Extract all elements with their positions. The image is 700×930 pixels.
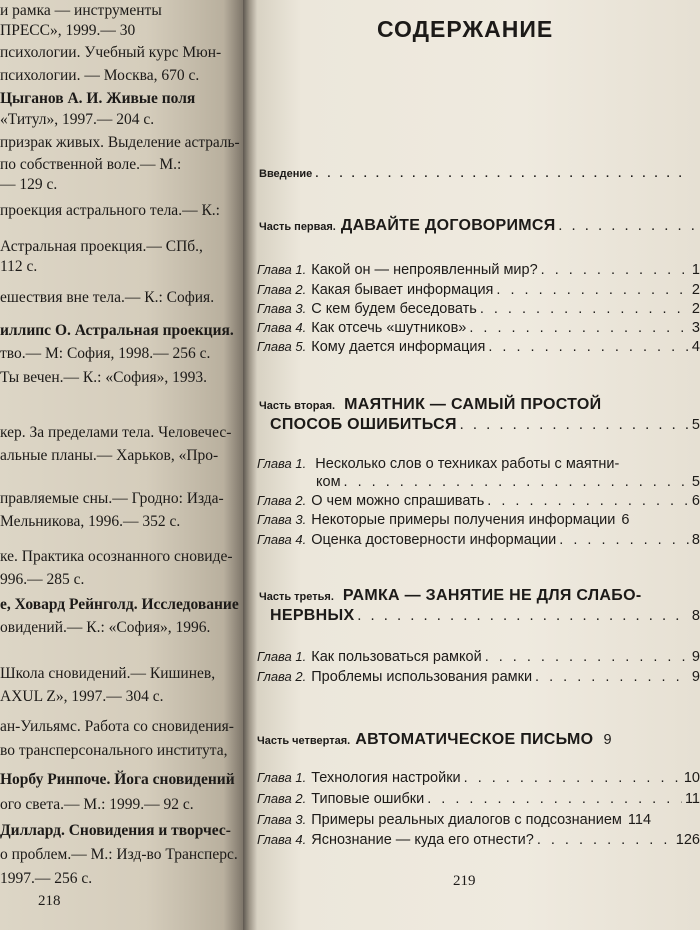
chapter-page: 126 <box>675 832 700 848</box>
bibliography-line: кер. За пределами тела. Человечес- <box>0 424 232 441</box>
part-page: 9 <box>603 732 612 748</box>
dot-leader <box>559 532 689 548</box>
toc-chapter-entry <box>257 812 700 828</box>
page-title: СОДЕРЖАНИЕ <box>377 16 554 42</box>
chapter-page: 9 <box>691 669 700 685</box>
chapter-title: Типовые ошибки <box>311 791 425 807</box>
right-page <box>257 0 700 930</box>
intro-label: Введение <box>259 168 313 180</box>
bibliography-line: о проблем.— М.: Изд-во Трансперс. <box>0 846 238 863</box>
dot-leader <box>537 832 673 848</box>
chapter-label: Глава 2. <box>257 493 307 508</box>
bibliography-line: Ты вечен.— К.: «София», 1993. <box>0 369 208 386</box>
chapter-title: Какая бывает информация <box>311 282 494 298</box>
chapter-label: Глава 4. <box>257 320 307 335</box>
chapter-label: Глава 5. <box>257 339 307 354</box>
chapter-title: Несколько слов о техниках работы с маятни- <box>315 456 620 472</box>
toc-chapter-entry <box>257 512 700 528</box>
dot-leader <box>485 649 689 665</box>
dot-leader <box>559 218 696 235</box>
chapter-title: Примеры реальных диалогов с подсознанием <box>311 812 622 828</box>
bibliography-line: по собственной воле.— М.: <box>0 156 182 173</box>
dot-leader <box>496 282 689 298</box>
dot-leader <box>464 770 681 786</box>
bibliography-line: Астральная проекция.— СПб., <box>0 238 203 255</box>
dot-leader <box>469 320 689 336</box>
chapter-title: Технология настройки <box>311 770 461 786</box>
bibliography-line: призрак живых. Выделение астраль- <box>0 134 240 151</box>
part-page: 8 <box>691 608 700 624</box>
toc-part-heading-continued <box>270 607 700 625</box>
part-title: МАЯТНИК — САМЫЙ ПРОСТОЙ <box>344 396 602 413</box>
dot-leader <box>357 608 688 625</box>
chapter-page: 1 <box>691 262 700 278</box>
part-title: АВТОМАТИЧЕСКОЕ ПИСЬМО <box>355 731 594 748</box>
chapter-label: Глава 1. <box>257 456 307 471</box>
chapter-title: О чем можно спрашивать <box>311 493 485 509</box>
chapter-label: Глава 2. <box>257 669 307 684</box>
part-page: 5 <box>691 417 700 433</box>
chapter-label: Глава 3. <box>257 512 307 527</box>
part-prefix: Часть третья. <box>259 591 334 603</box>
chapter-label: Глава 2. <box>257 282 307 297</box>
toc-chapter-entry <box>257 493 700 509</box>
bibliography-line: психологии. — Москва, 670 с. <box>0 67 200 84</box>
toc-entry-intro <box>259 168 689 180</box>
chapter-title: Как отсечь «шутников» <box>311 320 467 336</box>
part-prefix: Часть вторая. <box>259 400 336 412</box>
chapter-page: 9 <box>691 649 700 665</box>
dot-leader <box>488 339 689 355</box>
toc-chapter-entry <box>257 649 700 665</box>
part-title-line2: НЕРВНЫХ <box>270 607 355 624</box>
dot-leader <box>487 493 689 509</box>
toc-part-heading <box>257 731 700 749</box>
bibliography-line: Школа сновидений.— Кишинев, <box>0 665 216 682</box>
dot-leader <box>427 791 682 807</box>
toc-part-heading <box>259 217 699 235</box>
bibliography-line: Мельникова, 1996.— 352 с. <box>0 513 181 530</box>
chapter-title-line2: ком <box>316 474 341 490</box>
toc-chapter-entry-continued <box>316 474 700 490</box>
chapter-page: 10 <box>683 770 700 786</box>
toc-part-heading <box>259 396 601 414</box>
page-number: 218 <box>38 893 61 909</box>
chapter-label: Глава 2. <box>257 791 307 806</box>
chapter-title: С кем будем беседовать <box>311 301 477 317</box>
page-number: 219 <box>453 873 476 889</box>
toc-chapter-entry <box>257 791 700 807</box>
bibliography-line: Диллард. Сновидения и творчес- <box>0 822 231 839</box>
chapter-title: Как пользоваться рамкой <box>311 649 482 665</box>
bibliography-line: Цыганов А. И. Живые поля <box>0 90 196 107</box>
dot-leader <box>460 417 689 434</box>
dot-leader <box>541 262 689 278</box>
bibliography-line: — 129 с. <box>0 176 58 193</box>
bibliography-line: овидений.— К.: «София», 1996. <box>0 619 211 636</box>
chapter-page: 2 <box>691 282 700 298</box>
toc-chapter-entry <box>257 320 700 336</box>
bibliography-line: психологии. Учебный курс Мюн- <box>0 44 222 61</box>
toc-chapter-entry <box>257 339 700 355</box>
bibliography-line: Норбу Ринпоче. Йога сновидений <box>0 771 235 788</box>
part-prefix: Часть четвертая. <box>257 735 351 747</box>
bibliography-line: ке. Практика осознанного сновиде- <box>0 548 233 565</box>
bibliography-line: ого света.— М.: 1999.— 92 с. <box>0 796 194 813</box>
bibliography-line: ан-Уильямс. Работа со сновидения- <box>0 718 234 735</box>
chapter-label: Глава 1. <box>257 262 307 277</box>
book-gutter <box>243 0 257 930</box>
bibliography-line: 112 с. <box>0 258 38 275</box>
bibliography-line: е, Ховард Рейнголд. Исследование <box>0 596 239 613</box>
bibliography-line: альные планы.— Харьков, «Про- <box>0 447 219 464</box>
chapter-page: 11 <box>684 791 700 807</box>
bibliography-line: 996.— 285 с. <box>0 571 85 588</box>
part-title: ДАВАЙТЕ ДОГОВОРИМСЯ <box>340 217 556 234</box>
bibliography-line: ПРЕСС», 1999.— 30 <box>0 22 136 39</box>
chapter-label: Глава 3. <box>257 301 307 316</box>
part-title: РАМКА — ЗАНЯТИЕ НЕ ДЛЯ СЛАБО- <box>342 587 642 604</box>
toc-part-heading-continued <box>270 416 700 434</box>
chapter-title: Какой он — непроявленный мир? <box>311 262 538 278</box>
bibliography-line: проекция астрального тела.— К.: <box>0 202 220 219</box>
bibliography-line: и рамка — инструменты <box>0 2 162 19</box>
bibliography-line: иллипс О. Астральная проекция. <box>0 322 234 339</box>
chapter-title: Некоторые примеры получения информации <box>311 512 616 528</box>
toc-chapter-entry <box>257 456 619 472</box>
chapter-label: Глава 1. <box>257 770 307 785</box>
dot-leader <box>344 474 689 490</box>
dot-leader <box>535 669 689 685</box>
chapter-title: Оценка достоверности информации <box>311 532 557 548</box>
part-title-line2: СПОСОБ ОШИБИТЬСЯ <box>270 416 457 433</box>
left-page <box>0 0 243 930</box>
toc-chapter-entry <box>257 770 700 786</box>
chapter-page: 3 <box>691 320 700 336</box>
bibliography-line: AXUL Z», 1997.— 304 с. <box>0 688 164 705</box>
bibliography-line: тво.— М: София, 1998.— 256 с. <box>0 345 211 362</box>
chapter-page: 6 <box>691 493 700 509</box>
chapter-page: 4 <box>691 339 700 355</box>
chapter-title: Кому дается информация <box>311 339 486 355</box>
toc-chapter-entry <box>257 282 700 298</box>
chapter-page: 5 <box>691 474 700 490</box>
bibliography-line: ешествия вне тела.— К.: София. <box>0 289 215 306</box>
toc-part-heading <box>259 587 641 605</box>
toc-chapter-entry <box>257 262 700 278</box>
chapter-page: 2 <box>691 301 700 317</box>
toc-chapter-entry <box>257 532 700 548</box>
chapter-label: Глава 4. <box>257 832 307 847</box>
dot-leader <box>480 301 689 317</box>
chapter-label: Глава 4. <box>257 532 307 547</box>
toc-chapter-entry <box>257 832 700 848</box>
chapter-label: Глава 1. <box>257 649 307 664</box>
chapter-label: Глава 3. <box>257 812 307 827</box>
chapter-page: 114 <box>627 812 652 828</box>
chapter-title: Проблемы использования рамки <box>311 669 533 685</box>
chapter-page: 6 <box>621 512 630 528</box>
toc-chapter-entry <box>257 669 700 685</box>
bibliography-line: 1997.— 256 с. <box>0 870 93 887</box>
bibliography-line: «Титул», 1997.— 204 с. <box>0 111 155 128</box>
bibliography-line: во трансперсонального института, <box>0 742 228 759</box>
toc-chapter-entry <box>257 301 700 317</box>
dot-leader <box>315 168 686 180</box>
bibliography-line: правляемые сны.— Гродно: Изда- <box>0 490 224 507</box>
part-prefix: Часть первая. <box>259 221 336 233</box>
chapter-title: Яснознание — куда его отнести? <box>311 832 534 848</box>
chapter-page: 8 <box>691 532 700 548</box>
